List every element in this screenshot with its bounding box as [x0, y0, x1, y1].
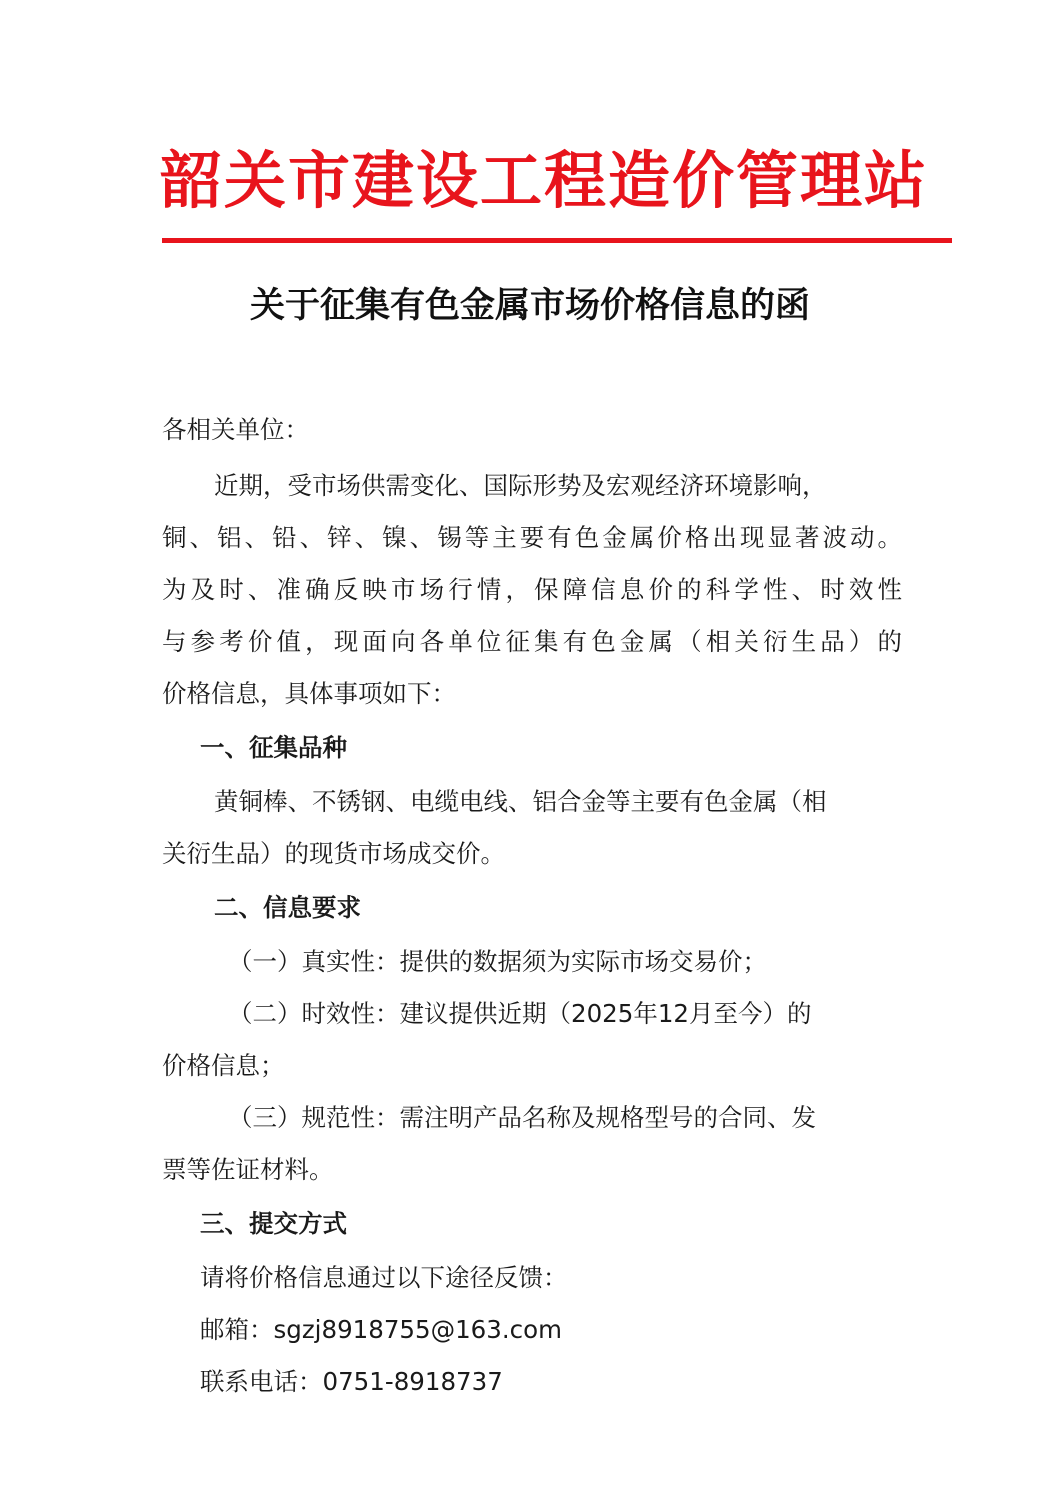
section-line: 黄铜棒、不锈钢、电缆电线、铝合金等主要有色金属（相: [214, 787, 827, 816]
salutation: 各相关单位：: [162, 415, 309, 444]
requirement-item: （一）真实性：提供的数据须为实际市场交易价；: [228, 947, 767, 976]
intro-line: 铜、铝、铅、锌、镍、锡等主要有色金属价格出现显著波动。: [162, 523, 902, 552]
document-title: 关于征集有色金属市场价格信息的函: [249, 285, 810, 326]
section-heading-requirements: 二、信息要求: [214, 893, 361, 922]
intro-line: 近期，受市场供需变化、国际形势及宏观经济环境影响，: [214, 471, 827, 500]
section-heading-varieties: 一、征集品种: [200, 733, 347, 762]
intro-line: 与参考价值，现面向各单位征集有色金属（相关衍生品）的: [162, 627, 902, 656]
intro-line: 为及时、准确反映市场行情，保障信息价的科学性、时效性: [162, 575, 902, 604]
red-header-rule: [162, 238, 952, 243]
requirement-item: （三）规范性：需注明产品名称及规格型号的合同、发: [228, 1103, 816, 1132]
submission-instruction: 请将价格信息通过以下途径反馈：: [200, 1263, 568, 1292]
agency-masthead: 韶关市建设工程造价管理站: [160, 144, 929, 217]
section-line: 关衍生品）的现货市场成交价。: [162, 839, 505, 868]
contact-phone[interactable]: 联系电话：0751-8918737: [200, 1367, 503, 1396]
requirement-item: （二）时效性：建议提供近期（2025年12月至今）的: [228, 999, 812, 1028]
requirement-item: 价格信息；: [162, 1051, 285, 1080]
requirement-item: 票等佐证材料。: [162, 1155, 334, 1184]
section-heading-submission: 三、提交方式: [200, 1209, 347, 1238]
contact-email[interactable]: 邮箱：sgzj8918755@163.com: [200, 1315, 562, 1344]
intro-line: 价格信息，具体事项如下：: [162, 679, 456, 708]
